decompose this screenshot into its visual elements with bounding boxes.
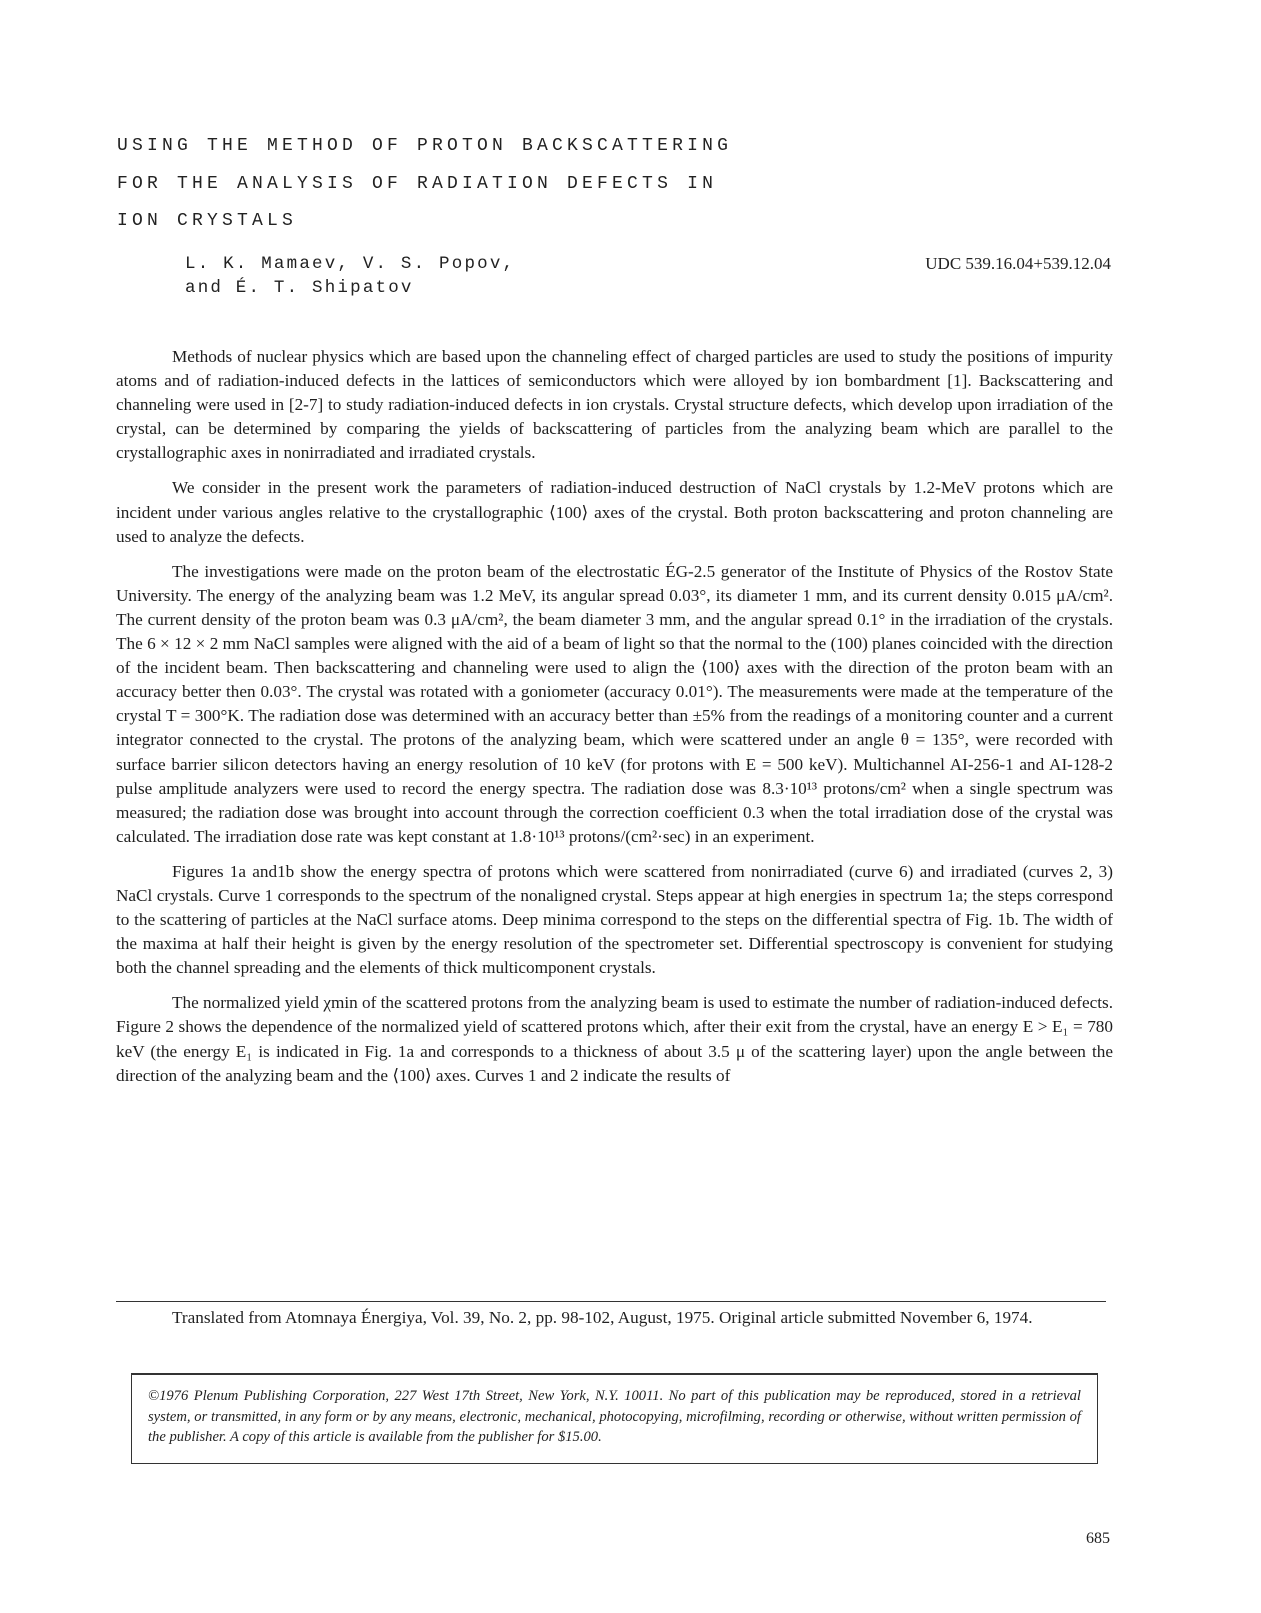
footnote-divider — [116, 1301, 1106, 1302]
author-list — [185, 252, 515, 300]
authors-line-1: L. K. Mamaev, V. S. Popov, — [185, 254, 516, 274]
udc-code: UDC 539.16.04+539.12.04 — [925, 254, 1111, 273]
copyright-notice — [131, 1373, 1098, 1464]
body-paragraph-1: Methods of nuclear physics which are based upon the channeling effect of charged particles are used to study the positions of impurity atoms and of radiation-induced defects in the lattices of semiconductors which were alloyed by ion bombardment [1]. Backscattering and channeling were used in [2-7] to study radiation-induced defects in ion crystals. Crystal structure defects, which develop upon irradiation of the crystal, can be determined by comparing the yields of backscattering of particles from the analyzing beam which are parallel to the crystallographic axes in nonirradiated and irradiated crystals. — [116, 347, 1113, 463]
article-title — [117, 128, 732, 241]
authors-line-2: and É. T. Shipatov — [185, 278, 414, 298]
translation-footnote — [116, 1306, 1116, 1330]
title-line-1: USING THE METHOD OF PROTON BACKSCATTERING — [117, 136, 733, 156]
title-line-3: ION CRYSTALS — [117, 211, 298, 231]
body-paragraph-3: The investigations were made on the proton beam of the electrostatic ÉG-2.5 generator of the Institute of Physics of the Rostov State University. The energy of the analyzing beam was 1.2 MeV, its angular spread 0.03°, its diameter 1 mm, and its current density 0.015 μA/cm². The current density of the proton beam was 0.3 μA/cm², the beam diameter 3 mm, and the angular spread 0.1° in the irradiation of the crystals. The 6 × 12 × 2 mm NaCl samples were aligned with the aid of a beam of light so that the normal to the (100) planes coincided with the direction of the incident beam. Then backscattering and channeling were used to align the ⟨100⟩ axes with the direction of the proton beam with an accuracy better then 0.03°. The crystal was rotated with a goniometer (accuracy 0.01°). The measurements were made at the temperature of the crystal T = 300°K. The radiation dose was determined with an accuracy better than ±5% from the readings of a monitoring counter and a current integrator connected to the crystal. The protons of the analyzing beam, which were scattered under an angle θ = 135°, were recorded with surface barrier silicon detectors having an energy resolution of 10 keV (for protons with E = 500 keV). Multichannel AI-256-1 and AI-128-2 pulse amplitude analyzers were used to record the energy spectra. The radiation dose was 8.3·10¹³ protons/cm² when a single spectrum was measured; the radiation dose was brought into account through the correction coefficient 0.3 when the total irradiation dose of the crystal was calculated. The irradiation dose rate was kept constant at 1.8·10¹³ protons/(cm²·sec) in an experiment. — [116, 561, 1113, 846]
article-body — [116, 345, 1113, 1099]
page-number: 685 — [1086, 1530, 1110, 1547]
body-paragraph-2: We consider in the present work the parameters of radiation-induced destruction of NaCl crystals by 1.2-MeV protons which are incident under various angles relative to the crystallographic ⟨100⟩ axes of the crystal. Both proton backscattering and proton channeling are used to analyze the defects. — [116, 478, 1113, 546]
body-paragraph-5: The normalized yield χmin of the scattered protons from the analyzing beam is used to estimate the number of radiation-induced defects. Figure 2 shows the dependence of the normalized yield of scattered protons which, after their exit from the crystal, have an energy E > E₁ = 780 keV (the energy E₁ is indicated in Fig. 1a and corresponds to a thickness of about 3.5 μ of the scattering layer) upon the angle between the direction of the analyzing beam and the ⟨100⟩ axes. Curves 1 and 2 indicate the results of — [116, 993, 1113, 1085]
body-paragraph-4: Figures 1a and1b show the energy spectra of protons which were scattered from nonirradiated (curve 6) and irradiated (curves 2, 3) NaCl crystals. Curve 1 corresponds to the spectrum of the nonaligned crystal. Steps appear at high energies in spectrum 1a; the steps correspond to the scattering of particles at the NaCl surface atoms. Deep minima correspond to the steps on the differential spectra of Fig. 1b. The width of the maxima at half their height is given by the energy resolution of the spectrometer set. Differential spectroscopy is convenient for studying both the channel spreading and the elements of thick multicomponent crystals. — [116, 861, 1113, 978]
title-line-2: FOR THE ANALYSIS OF RADIATION DEFECTS IN — [117, 173, 718, 194]
copyright-text: ©1976 Plenum Publishing Corporation, 227 West 17th Street, New York, N.Y. 10011. No part of this publication may be reproduced, stored in a retrieval system, or transmitted, in any form or by any means, electronic, mechanical, photocopying, microfilming, recording or otherwise, without written permission of the publisher. A copy of this article is available from the publisher for $15.00. — [148, 1388, 1081, 1445]
translation-note: Translated from Atomnaya Énergiya, Vol. 39, No. 2, pp. 98-102, August, 1975. Original article submitted November 6, 1974. — [172, 1308, 1033, 1327]
